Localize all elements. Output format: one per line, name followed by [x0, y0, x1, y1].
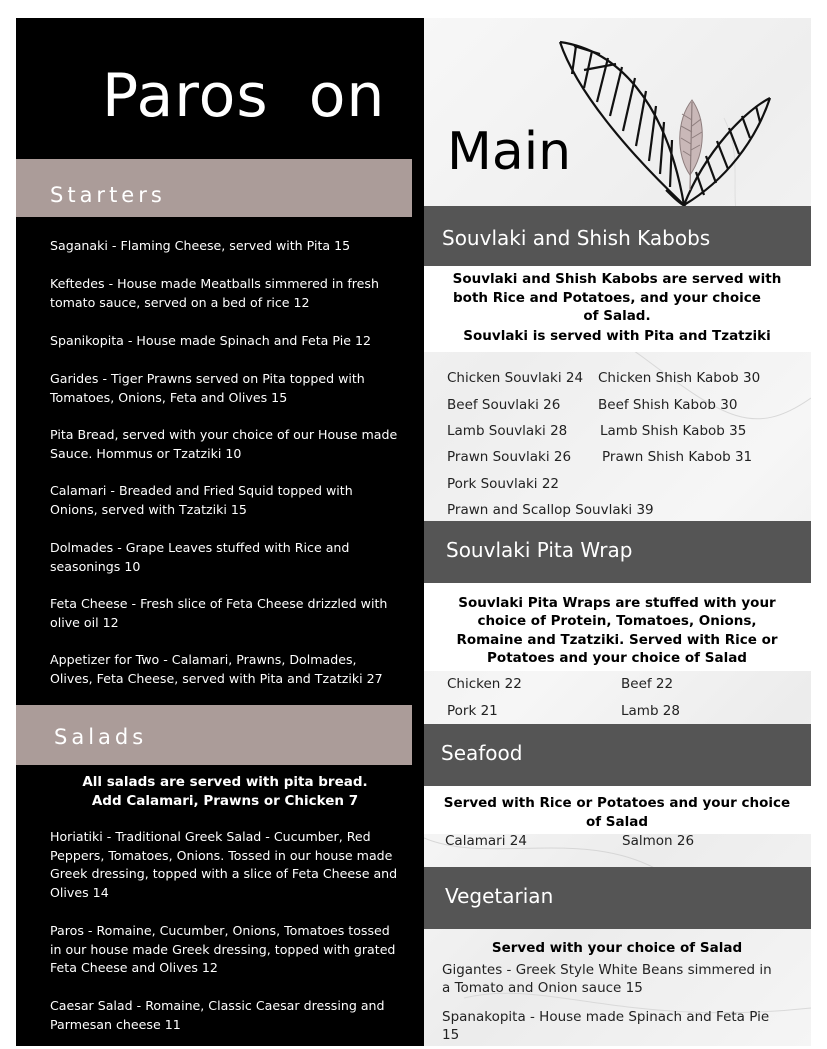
souvlaki-item: Beef Souvlaki 26	[447, 397, 561, 413]
salad-item: Caesar Salad - Romaine, Classic Caesar dressing and Parmesan cheese 11	[50, 998, 385, 1032]
starter-item: Appetizer for Two - Calamari, Prawns, Dolmades, Olives, Feta Cheese, served with Pita and Tzatziki 27	[50, 652, 383, 686]
kabob-item: Lamb Shish Kabob 35	[600, 423, 747, 439]
wrap-item: Chicken 22	[447, 676, 522, 692]
salads-note: Add Calamari, Prawns or Chicken 7	[91, 793, 359, 809]
wrap-item: Beef 22	[621, 676, 674, 692]
leaf-icon	[556, 40, 781, 210]
souvlaki-item: Chicken Souvlaki 24	[447, 370, 584, 386]
vegetarian-item: Gigantes - Greek Style White Beans simmered in a Tomato and Onion sauce 15	[442, 962, 772, 996]
souvlaki-note: Souvlaki and Shish Kabobs are served with	[452, 271, 782, 287]
starters-title: Starters	[50, 183, 166, 207]
souvlaki-note: Souvlaki is served with Pita and Tzatziki	[463, 328, 771, 344]
vegetarian-note: Served with your choice of Salad	[491, 940, 743, 956]
seafood-note: Served with Rice or Potatoes and your choice	[443, 795, 791, 811]
seafood-title: Seafood	[441, 741, 523, 765]
wrap-note: Romaine and Tzatziki. Served with Rice or	[456, 632, 778, 648]
souvlaki-title: Souvlaki and Shish Kabobs	[442, 226, 711, 250]
wrap-title: Souvlaki Pita Wrap	[446, 538, 633, 562]
starter-item: Spanikopita - House made Spinach and Feta Pie 12	[50, 333, 371, 348]
salads-title: Salads	[54, 725, 148, 749]
souvlaki-item: Prawn Souvlaki 26	[447, 449, 572, 465]
kabob-item: Chicken Shish Kabob 30	[598, 370, 761, 386]
starter-item: Saganaki - Flaming Cheese, served with Pita 15	[50, 238, 351, 253]
wrap-item: Lamb 28	[621, 703, 680, 719]
souvlaki-note: both Rice and Potatoes, and your choice	[453, 290, 761, 306]
starter-item: Dolmades - Grape Leaves stuffed with Rice and seasonings 10	[50, 540, 350, 574]
salads-note: All salads are served with pita bread.	[82, 774, 368, 790]
souvlaki-item: Pork Souvlaki 22	[447, 476, 560, 492]
starter-item: Garides - Tiger Prawns served on Pita topped with Tomatoes, Onions, Feta and Olives 15	[50, 371, 365, 405]
left-panel	[16, 18, 424, 1046]
main-title: Main	[447, 122, 572, 182]
wrap-note: choice of Protein, Tomatoes, Onions,	[477, 613, 757, 629]
wrap-note: Souvlaki Pita Wraps are stuffed with your	[458, 595, 776, 611]
wrap-note: Potatoes and your choice of Salad	[487, 650, 747, 666]
kabob-item: Prawn Shish Kabob 31	[602, 449, 753, 465]
starter-item: Pita Bread, served with your choice of our House made Sauce. Hommus or Tzatziki 10	[50, 427, 398, 461]
vegetarian-title: Vegetarian	[445, 884, 554, 908]
kabob-item: Beef Shish Kabob 30	[598, 397, 738, 413]
souvlaki-item: Prawn and Scallop Souvlaki 39	[447, 502, 654, 518]
salad-item: Horiatiki - Traditional Greek Salad - Cucumber, Red Peppers, Tomatoes, Onions. Tossed in our house made Greek dressing, topped with a slice of Feta Cheese and Olives 14	[50, 829, 398, 900]
souvlaki-item: Lamb Souvlaki 28	[447, 423, 568, 439]
starter-item: Keftedes - House made Meatballs simmered in fresh tomato sauce, served on a bed of rice 12	[50, 276, 379, 310]
seafood-item: Calamari 24	[445, 833, 527, 849]
starter-item: Calamari - Breaded and Fried Squid topped with Onions, served with Tzatziki 15	[50, 483, 353, 517]
salad-item: Paros - Romaine, Cucumber, Onions, Tomatoes tossed in our house made Greek dressing, topped with grated Feta Cheese and Olives 12	[50, 923, 396, 975]
wrap-item: Pork 21	[447, 703, 498, 719]
starter-item: Feta Cheese - Fresh slice of Feta Cheese drizzled with olive oil 12	[50, 596, 388, 630]
seafood-item: Salmon 26	[622, 833, 695, 849]
right-panel	[424, 18, 811, 1046]
souvlaki-note: of Salad.	[583, 308, 651, 324]
restaurant-name: Paros on	[102, 61, 386, 131]
vegetarian-item: Spanakopita - House made Spinach and Feta Pie 15	[442, 1009, 770, 1043]
seafood-note: of Salad	[585, 814, 649, 830]
